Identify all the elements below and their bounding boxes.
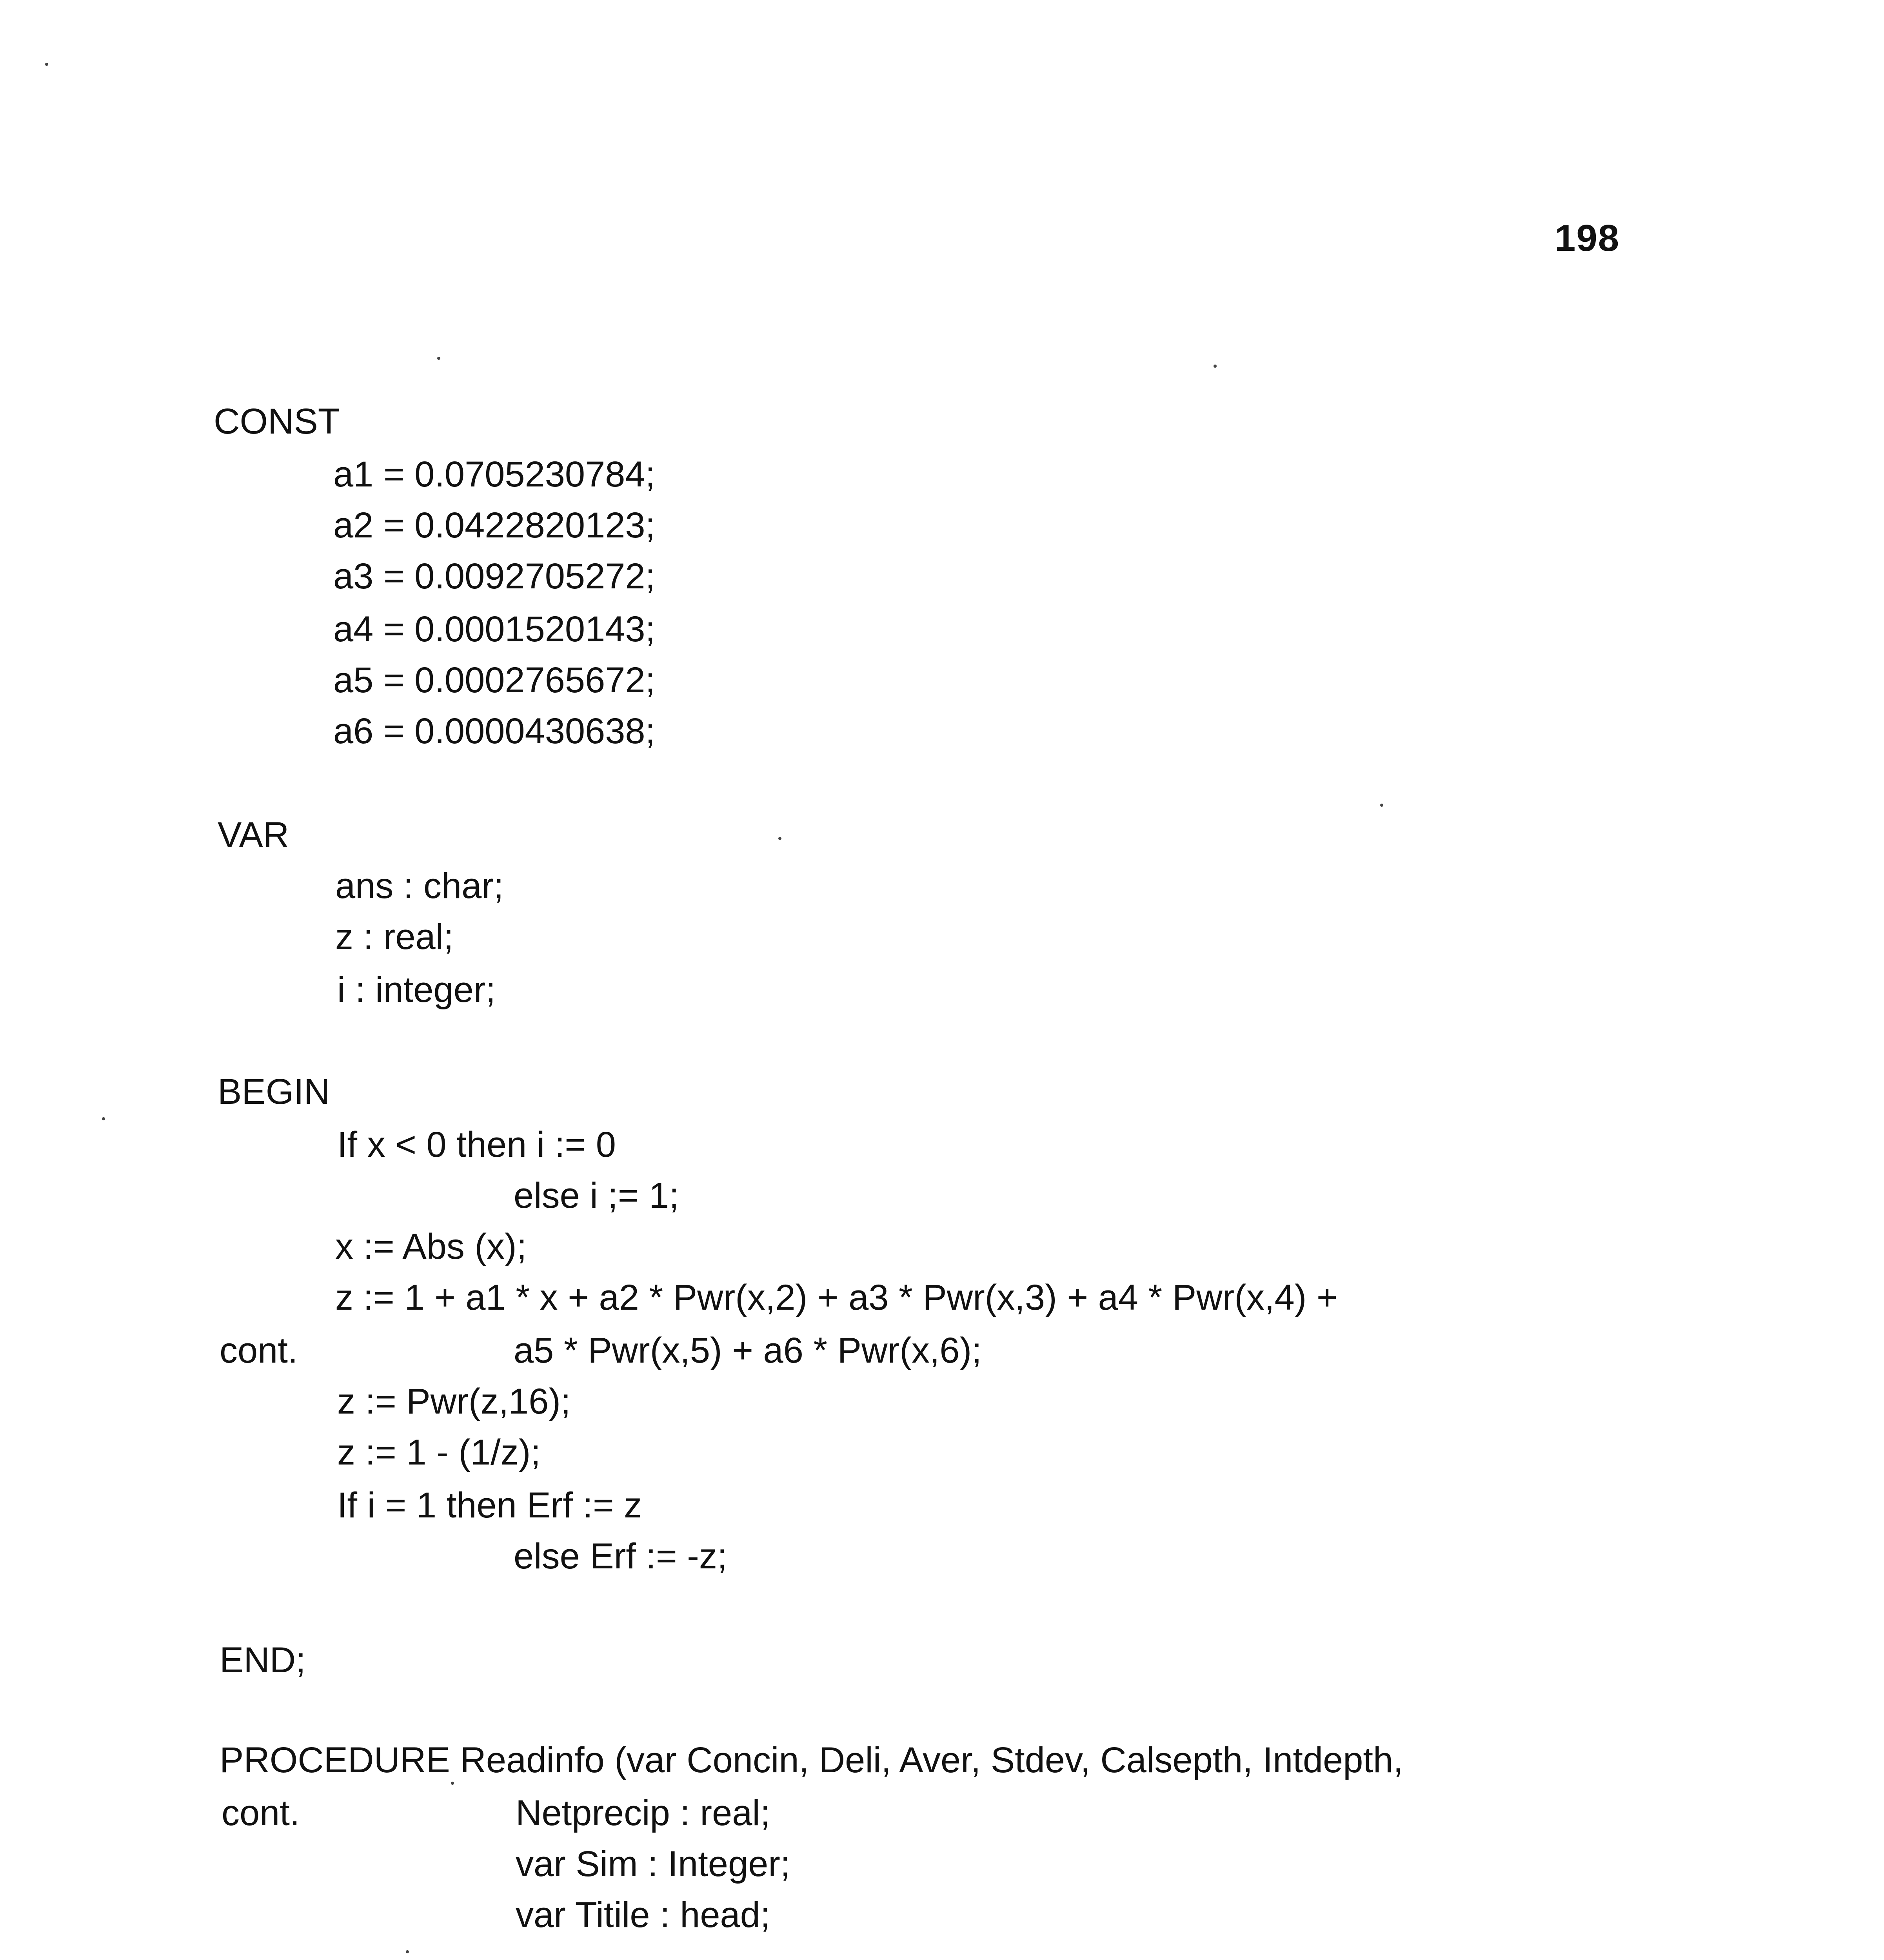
procedure-declaration: PROCEDURE Readinfo (var Concin, Deli, Aver, Stdev, Calsepth, Intdepth, (220, 1740, 1403, 1780)
page-number: 198 (1555, 217, 1620, 259)
scan-speck (778, 837, 781, 840)
power-assignment: z := Pwr(z,16); (337, 1381, 571, 1421)
constant-a4: a4 = 0.0001520143; (333, 609, 656, 649)
var-ans-declaration: ans : char; (335, 866, 504, 906)
var-z-declaration: z : real; (335, 917, 454, 957)
scan-speck (451, 1782, 454, 1785)
scan-speck (1380, 804, 1383, 807)
polynomial-line-2: a5 * Pwr(x,5) + a6 * Pwr(x,6); (514, 1330, 982, 1370)
if-statement-2: If i = 1 then Erf := z (337, 1485, 642, 1525)
abs-assignment: x := Abs (x); (335, 1227, 527, 1267)
polynomial-line-1: z := 1 + a1 * x + a2 * Pwr(x,2) + a3 * Pwr(x,3) + a4 * Pwr(x,4) + (335, 1278, 1338, 1318)
constant-a6: a6 = 0.0000430638; (333, 711, 656, 751)
constant-a3: a3 = 0.0092705272; (333, 556, 656, 596)
if-statement-1: If x < 0 then i := 0 (337, 1125, 616, 1165)
var-i-declaration: i : integer; (337, 970, 496, 1010)
end-keyword: END; (220, 1640, 306, 1680)
constant-a5: a5 = 0.0002765672; (333, 660, 656, 700)
var-keyword: VAR (218, 815, 289, 855)
param-netprecip: Netprecip : real; (516, 1793, 770, 1833)
continuation-marker-2: cont. (222, 1793, 300, 1833)
param-titile: var Titile : head; (516, 1895, 770, 1935)
begin-keyword: BEGIN (218, 1072, 330, 1112)
constant-a1: a1 = 0.0705230784; (333, 454, 656, 494)
scan-speck (45, 63, 48, 66)
scan-speck (102, 1117, 105, 1120)
param-sim: var Sim : Integer; (516, 1844, 790, 1884)
else-clause-1: else i ;= 1; (514, 1176, 679, 1216)
constant-a2: a2 = 0.0422820123; (333, 505, 656, 545)
continuation-marker-1: cont. (220, 1330, 298, 1370)
else-clause-2: else Erf := -z; (514, 1536, 727, 1576)
reciprocal-assignment: z := 1 - (1/z); (337, 1432, 541, 1472)
scan-speck (406, 1950, 409, 1953)
scan-speck (1214, 365, 1217, 368)
scan-speck (437, 357, 440, 360)
const-keyword: CONST (214, 401, 340, 441)
